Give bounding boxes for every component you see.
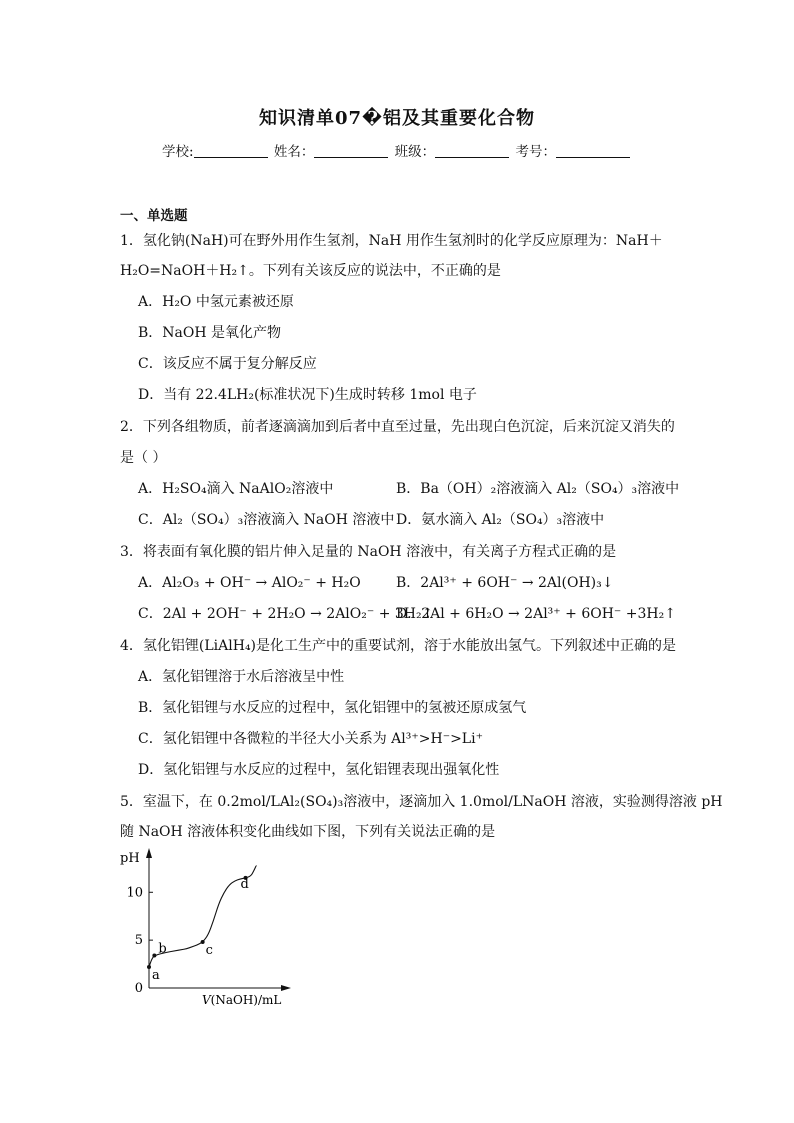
name-label: 姓名： xyxy=(273,144,315,160)
y-axis-label: pH xyxy=(120,851,140,866)
q2-option-d: D．氨水滴入 Al₂（SO₄）₃溶液中 xyxy=(396,512,605,528)
q3-option-a: A．Al₂O₃ + OH⁻ → AlO₂⁻ + H₂O xyxy=(138,575,361,591)
class-blank[interactable] xyxy=(435,145,509,158)
q3-option-b: B．2Al³⁺ + 6OH⁻ → 2Al(OH)₃↓ xyxy=(396,575,614,591)
q5-line2: 随 NaOH 溶液体积变化曲线如下图，下列有关说法正确的是 xyxy=(120,824,496,840)
q1-option-a: A．H₂O 中氢元素被还原 xyxy=(138,294,294,310)
q2-option-b: B．Ba（OH）₂溶液滴入 Al₂（SO₄）₃溶液中 xyxy=(396,481,680,497)
q4-option-d: D．氢化铝锂与水反应的过程中，氢化铝锂表现出强氧化性 xyxy=(138,762,500,778)
q2-line1: 2．下列各组物质，前者逐滴滴加到后者中直至过量，先出现白色沉淀，后来沉淀又消失的 xyxy=(120,419,675,435)
point-c xyxy=(201,940,205,944)
q3-option-c: C．2Al + 2OH⁻ + 2H₂O → 2AlO₂⁻ + 3H₂↑ xyxy=(138,606,434,622)
q4-option-a: A．氢化铝锂溶于水后溶液呈中性 xyxy=(138,669,345,685)
name-blank[interactable] xyxy=(314,145,388,158)
q1-option-c: C．该反应不属于复分解反应 xyxy=(138,356,317,372)
q2-line2: 是（ ） xyxy=(120,450,167,466)
chart-points xyxy=(147,876,249,983)
y-tick-label: 0 xyxy=(134,981,143,996)
exam-no-label: 考号： xyxy=(515,144,556,160)
q3-option-d: D．2Al + 6H₂O → 2Al³⁺ + 6OH⁻ +3H₂↑ xyxy=(396,606,676,622)
point-b xyxy=(152,953,156,957)
point-label-c: c xyxy=(205,943,213,959)
exam-no-blank[interactable] xyxy=(556,145,630,158)
q2-option-a: A．H₂SO₄滴入 NaAlO₂溶液中 xyxy=(138,481,334,497)
q1-option-b: B．NaOH 是氧化产物 xyxy=(138,325,282,341)
chart-axes xyxy=(146,848,291,991)
point-label-a: a xyxy=(152,967,160,983)
q4-line1: 4．氢化铝锂(LiAlH₄)是化工生产中的重要试剂，溶于水能放出氢气。下列叙述中正确的是 xyxy=(120,638,677,654)
y-tick-label: 5 xyxy=(134,933,143,949)
page-title: 知识清单07�铝及其重要化合物 xyxy=(258,108,536,129)
student-info-row xyxy=(0,140,794,160)
x-axis-arrow xyxy=(281,985,291,991)
y-axis-arrow xyxy=(146,848,152,858)
school-blank[interactable] xyxy=(194,145,268,158)
point-a xyxy=(147,965,151,969)
q2-option-c: C．Al₂（SO₄）₃溶液滴入 NaOH 溶液中 xyxy=(138,512,395,528)
q1-line2: H₂O=NaOH＋H₂↑。下列有关该反应的说法中，不正确的是 xyxy=(120,263,501,279)
point-label-b: b xyxy=(158,941,167,957)
q3-line1: 3．将表面有氧化膜的铝片伸入足量的 NaOH 溶液中，有关离子方程式正确的是 xyxy=(120,544,617,560)
q1-option-d: D．当有 22.4LH₂(标准状况下)生成时转移 1mol 电子 xyxy=(138,387,477,403)
point-label-d: d xyxy=(240,876,249,892)
y-tick-label: 10 xyxy=(126,885,143,901)
school-label: 学校: xyxy=(162,144,194,160)
q4-option-b: B．氢化铝锂与水反应的过程中，氢化铝锂中的氢被还原成氢气 xyxy=(138,700,527,716)
q1-line1: 1．氢化钠(NaH)可在野外用作生氢剂，NaH 用作生氢剂时的化学反应原理为：NaH＋ xyxy=(120,233,663,249)
class-label: 班级： xyxy=(394,144,436,160)
section-title: 一、单选题 xyxy=(120,208,188,224)
q4-option-c: C．氢化铝锂中各微粒的半径大小关系为 Al³⁺>H⁻>Li⁺ xyxy=(138,731,483,747)
x-axis-label: V(NaOH)/mL xyxy=(202,993,282,1007)
q5-line1: 5．室温下，在 0.2mol/LAl₂(SO₄)₃溶液中，逐滴加入 1.0mol/LNaOH 溶液，实验测得溶液 pH xyxy=(120,794,723,810)
ph-curve-chart xyxy=(112,840,312,1010)
